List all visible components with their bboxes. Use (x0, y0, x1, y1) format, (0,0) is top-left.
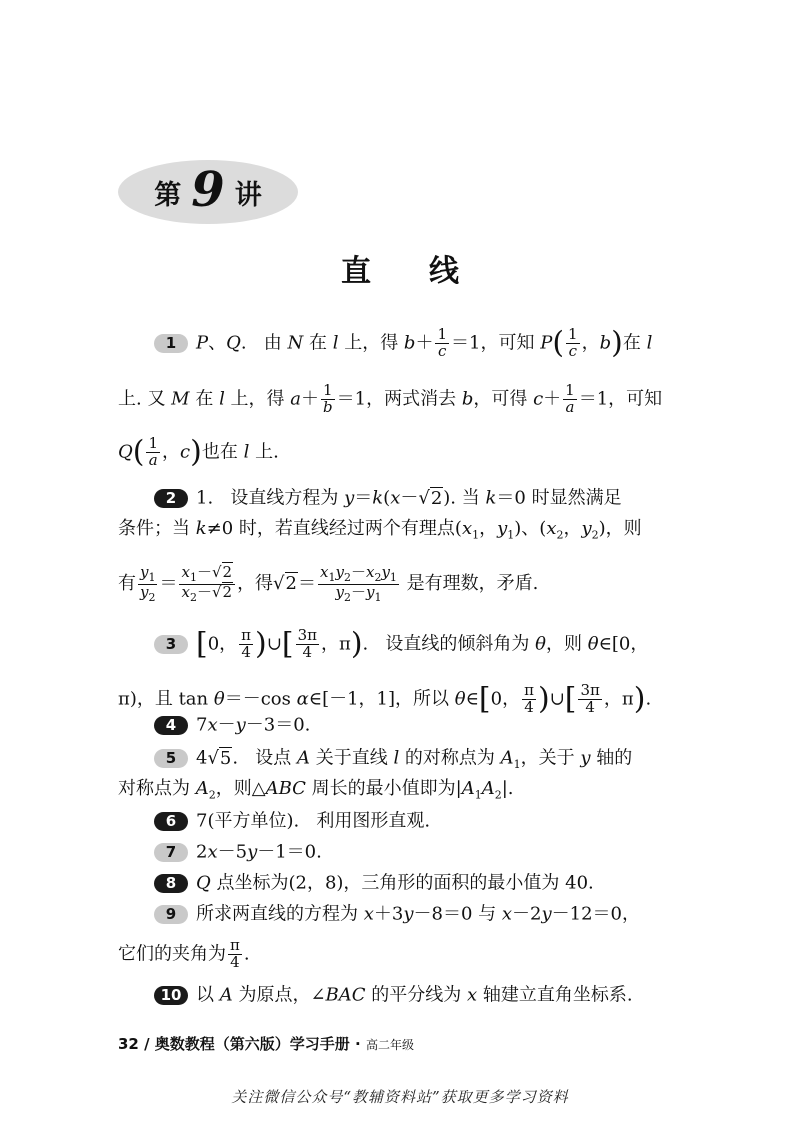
item-number-3: 3 (154, 635, 188, 654)
chapter-badge (118, 160, 298, 224)
chapter-number: 9 (191, 162, 225, 218)
solution-1-line-1: 1 P、Q. 由 N 在 l 上，得 b＋ $\frac{1}{c}$ ＝1，可知 P( $\frac{1}{c}$ ，b)在 l (154, 327, 652, 360)
section-title: 直线 (341, 254, 517, 289)
item-number-6: 6 (154, 812, 188, 831)
page-number: 32 (118, 1035, 139, 1053)
grade-label: 高二年级 (365, 1038, 414, 1052)
chapter-prefix: 第 (154, 179, 182, 211)
item-number-10: 10 (154, 986, 188, 1005)
solution-1-line-3: Q( $\frac{1}{a}$ ，c)也在 l 上. (118, 434, 279, 470)
item-number-4: 4 (154, 716, 188, 735)
solution-6: 6 7(平方单位). 利用图形直观. (154, 812, 430, 831)
solution-3-line-2: π)，且 tan θ＝－cos α∈[－1，1]，所以 θ∈[0， $\frac{\pi}{4}$ )∪[ $\frac{3\pi}{4}$ ，π). (118, 681, 652, 717)
item-number-9: 9 (154, 905, 188, 924)
item-number-8: 8 (154, 874, 188, 893)
solution-8: 8 Q 点坐标为(2，8)，三角形的面积的最小值为 40. (154, 874, 594, 893)
watermark-text: 关注微信公众号“教辅资料站”获取更多学习资料 (231, 1088, 569, 1106)
item-number-1: 1 (154, 334, 188, 353)
item-number-5: 5 (154, 749, 188, 768)
solution-10: 10 以 A 为原点，∠BAC 的平分线为 x 轴建立直角坐标系. (154, 986, 633, 1005)
solution-5-line-1: 5 4√5. 设点 A 关于直线 l 的对称点为 $A_1$，关于 y 轴的 (154, 749, 632, 770)
book-title: / 奥数教程（第六版）学习手册 · (144, 1035, 366, 1053)
solution-7: 7 2x－5y－1＝0. (154, 843, 322, 862)
item-number-2: 2 (154, 489, 188, 508)
page-footer (118, 1033, 414, 1054)
solution-2-line-1: 2 1. 设直线方程为 y＝k(x－√2). 当 k＝0 时显然满足 (154, 489, 622, 508)
solution-3-line-1: 3 [0， $\frac{\pi}{4}$ )∪[ $\frac{3\pi}{4}$ ，π). 设直线的倾斜角为 θ，则 θ∈[0， (154, 628, 648, 661)
chapter-suffix: 讲 (234, 179, 262, 211)
solution-2-line-2: 条件；当 k≠0 时，若直线经过两个有理点($x_1$，$y_1$)、($x_2$，$y_2$)，则 (118, 518, 642, 542)
solution-9-line-2: 它们的夹角为 $\frac{\pi}{4}$ . (118, 936, 250, 971)
solution-5-line-2: 对称点为 $A_2$，则△ABC 周长的最小值即为$|A_1A_2|$. (118, 778, 514, 802)
solution-2-line-3: 有 $\frac{y_1}{y_2}$ ＝ $\frac{x_1-√2}{x_2-√2}$ ，得√2＝ $\frac{x_1y_2-x_2y_1}{y_2-y_1}$ 是有理数，矛盾. (118, 563, 539, 604)
solution-9-line-1: 9 所求两直线的方程为 x＋3y－8＝0 与 x－2y－12＝0， (154, 905, 640, 924)
solution-1-line-2: 上. 又 M 在 l 上，得 a＋ $\frac{1}{b}$ ＝1，两式消去 b，可得 c＋ $\frac{1}{a}$ ＝1，可知 (118, 381, 663, 416)
item-number-7: 7 (154, 843, 188, 862)
solution-4: 4 7x－y－3＝0. (154, 716, 310, 735)
